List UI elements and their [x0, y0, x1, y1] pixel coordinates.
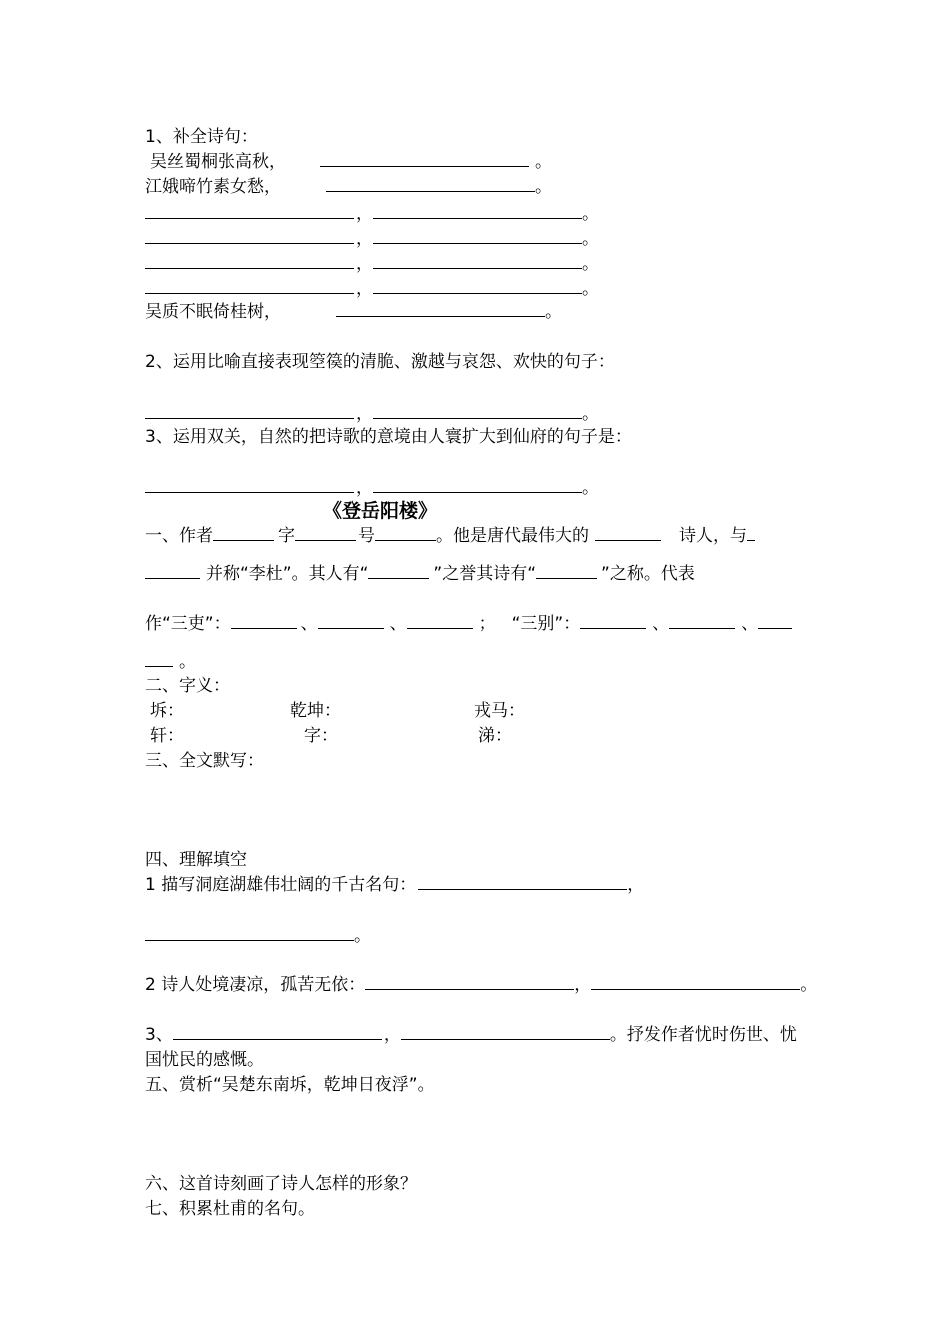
answer-blank[interactable] — [145, 253, 354, 269]
s1-line-1: 一、作者 字 号 。他是唐代最伟大的 诗人，与 — [145, 525, 755, 547]
answer-blank[interactable] — [145, 203, 354, 219]
s1-line-4: 。 — [145, 651, 196, 673]
answer-blank[interactable] — [373, 228, 582, 244]
sanbie-blank-3[interactable] — [145, 651, 173, 667]
q3-answer-line: ， 。 — [145, 477, 599, 499]
pen-name-blank[interactable] — [375, 525, 436, 541]
answer-blank[interactable] — [320, 151, 529, 167]
q1-line-1: 吴丝蜀桐张高秋， 。 — [150, 152, 552, 172]
sanbie-blank-1[interactable] — [580, 613, 646, 629]
word-meaning-4: 轩： — [150, 726, 184, 746]
q1-line-5: ， 。 — [145, 253, 599, 275]
paired-poet-blank[interactable] — [145, 563, 200, 579]
answer-blank[interactable] — [373, 477, 582, 493]
poetry-title-blank[interactable] — [536, 563, 597, 579]
author-blank[interactable] — [213, 525, 274, 541]
q2-answer-line: ， 。 — [145, 403, 599, 425]
q1-line-4: ， 。 — [145, 228, 599, 250]
answer-blank[interactable] — [173, 1024, 382, 1040]
s6-heading: 六、这首诗刻画了诗人怎样的形象？ — [145, 1174, 417, 1194]
answer-blank[interactable] — [373, 253, 582, 269]
answer-blank[interactable] — [326, 176, 535, 192]
answer-blank[interactable] — [145, 403, 354, 419]
answer-blank[interactable] — [401, 1024, 610, 1040]
answer-blank[interactable] — [373, 403, 582, 419]
word-meaning-3: 戎马： — [474, 701, 525, 721]
word-meaning-5: 字： — [304, 726, 338, 746]
s4-heading: 四、理解填空 — [145, 850, 247, 870]
q2-heading: 2、运用比喻直接表现箜篌的清脆、激越与哀怨、欢快的句子： — [145, 352, 615, 372]
sanli-blank-3[interactable] — [407, 613, 473, 629]
answer-blank[interactable] — [145, 925, 354, 941]
answer-blank[interactable] — [365, 974, 574, 990]
word-meaning-1: 坼： — [150, 701, 184, 721]
paired-poet-blank[interactable] — [747, 525, 755, 541]
answer-blank[interactable] — [336, 301, 545, 317]
title-blank[interactable] — [368, 563, 429, 579]
answer-blank[interactable] — [373, 278, 582, 294]
sanbie-blank-2[interactable] — [669, 613, 735, 629]
answer-blank[interactable] — [373, 203, 582, 219]
poem-title: 《登岳阳楼》 — [323, 500, 438, 522]
q1-line-6: ， 。 — [145, 278, 599, 300]
answer-blank[interactable] — [418, 874, 627, 890]
answer-blank[interactable] — [145, 228, 354, 244]
s1-line-3: 作“三吏”： 、 、 ； “三别”： 、 、 — [145, 613, 792, 635]
style-name-blank[interactable] — [295, 525, 356, 541]
q1-line-2: 江娥啼竹素女愁， 。 — [145, 177, 552, 197]
answer-blank[interactable] — [145, 278, 354, 294]
sanli-blank-1[interactable] — [231, 613, 297, 629]
sanbie-blank-3[interactable] — [758, 613, 792, 629]
q1-heading: 1、补全诗句： — [145, 127, 258, 147]
s1-line-2: 并称“李杜”。其人有“ ”之誉其诗有“ ”之称。代表 — [145, 563, 695, 585]
s5-heading: 五、赏析“吴楚东南坼，乾坤日夜浮”。 — [145, 1075, 435, 1095]
s2-heading: 二、字义： — [145, 676, 230, 696]
q3-heading: 3、运用双关，自然的把诗歌的意境由人寰扩大到仙府的句子是： — [145, 427, 632, 447]
s4-q1: 1 描写洞庭湖雄伟壮阔的千古名句： ， — [145, 875, 645, 895]
poet-type-blank[interactable] — [595, 525, 661, 541]
q1-line-3: ， 。 — [145, 203, 599, 225]
sanli-blank-2[interactable] — [318, 613, 384, 629]
s3-heading: 三、全文默写： — [145, 751, 264, 771]
q1-line-7: 吴质不眠倚桂树， 。 — [145, 302, 562, 322]
s4-q2: 2 诗人处境凄凉，孤苦无依： ， 。 — [145, 975, 818, 995]
word-meaning-2: 乾坤： — [290, 701, 341, 721]
s4-q1-cont: 。 — [145, 925, 371, 947]
s4-q3-cont: 国忧民的感慨。 — [145, 1050, 264, 1070]
answer-blank[interactable] — [145, 477, 354, 493]
word-meaning-6: 涕： — [478, 726, 512, 746]
s4-q3: 3、 ， 。抒发作者忧时伤世、忧 — [145, 1025, 797, 1045]
s7-heading: 七、积累杜甫的名句。 — [145, 1199, 315, 1219]
answer-blank[interactable] — [591, 974, 800, 990]
